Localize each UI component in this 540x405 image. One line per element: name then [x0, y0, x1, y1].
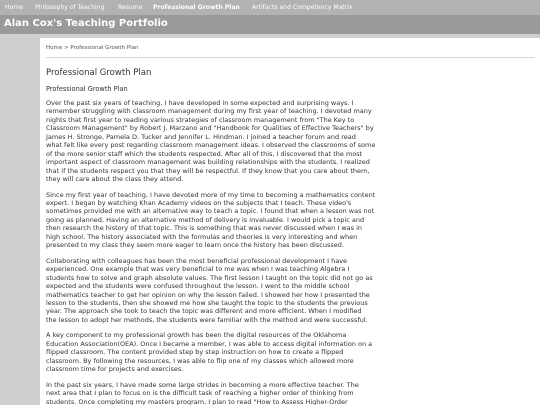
text-line: they will care about the class they attend. [46, 175, 184, 184]
text-line: next area that I plan to focus on is the difficult task of reaching a higher order of thinking from [46, 389, 354, 398]
site-banner [0, 15, 540, 34]
text-line: that if the students respect you that they will be respectful. If they know that you care about them, [46, 166, 370, 175]
text-line: the lesson to adopt her methods, the students were familiar with the method and were successful. [46, 315, 368, 324]
nav-item-home[interactable]: Home [5, 4, 23, 11]
text-line: Since my first year of teaching, I have devoted more of my time to becoming a mathematics content [46, 190, 376, 199]
page-subtitle: Professional Growth Plan [46, 85, 128, 93]
text-line: Collaborating with colleagues has been the most beneficial professional development I have [46, 256, 348, 265]
text-line: high school. The history associated with the formulas and theories is very interesting and when [46, 232, 358, 241]
nav-item-philosophy-of-teaching[interactable]: Philosophy of Teaching [35, 4, 105, 11]
text-line: experienced. One example that was very beneficial to me was when I was teaching Algebra I [46, 265, 350, 274]
text-line: students. Once completing my masters program, I plan to read "How to Assess Higher-Order [46, 397, 348, 405]
paragraph [46, 191, 536, 250]
text-line: going as planned, Having an alternative method of delivery is invaluable. I would pick a topic and [46, 215, 365, 224]
text-line: important aspect of classroom management was building relationships with the students. I realized [46, 158, 370, 167]
text-line: mathematics teacher to get her opinion on why the lesson failed. I showed her how I presented the [46, 290, 370, 299]
text-line: classroom time for projects and exercises. [46, 365, 184, 374]
content-panel [40, 38, 540, 405]
text-line: A key component to my professional growth has been the digital resources of the Oklahoma [46, 331, 347, 340]
text-line: expected and the students were confused throughout the lesson. I went to the middle school [46, 282, 350, 291]
text-line: James H. Stronge, Pamela D. Tucker and Jennifer L. Hindman. I joined a teacher forum and read [46, 132, 356, 141]
text-line: Classroom Management" by Robert J. Marzano and "Handbook for Qualities of Effective Teachers" by [46, 124, 374, 133]
text-line: students how to solve and graph absolute values. The first lesson I taught on the topic did not go as [46, 273, 373, 282]
site-title[interactable]: Alan Cox's Teaching Portfolio [4, 18, 168, 29]
text-line: classroom. By following the resources, I was able to flip one of my classes which allowed more [46, 356, 354, 365]
text-line: nights that first year to reading various strategies of classroom management from "The Key to [46, 115, 355, 124]
paragraph [46, 381, 536, 405]
text-line: sometimes provided me with an alternative way to teach a topic. I found that when a lesson was not [46, 207, 375, 216]
breadcrumb[interactable]: Home > Professional Growth Plan [46, 45, 139, 51]
paragraph [46, 257, 536, 325]
text-line: then research the history of that topic. This is something that was never discussed when I was in [46, 224, 363, 233]
text-line: presented to my class they seem more eager to learn once the history has been discussed. [46, 241, 344, 250]
text-line: lesson to the students, then she showed me how she taught the topic to the students the previous [46, 298, 368, 307]
article-body [46, 99, 536, 405]
nav-item-artifacts-and-competency-matrix[interactable]: Artifacts and Competency Matrix [252, 4, 353, 11]
top-navigation [0, 0, 540, 15]
text-line: In the past six years, I have made some large strides in becoming a more effective teacher. The [46, 380, 359, 389]
text-line: year. The approach she took to teach the topic was different and more efficient. When I modified [46, 307, 362, 316]
text-line: what felt like every post regarding classroom management ideas. I observed the classrooms of some [46, 141, 376, 150]
text-line: Over the past six years of teaching, I have developed in some expected and surprising ways. I [46, 99, 354, 107]
page-title: Professional Growth Plan [46, 68, 152, 78]
text-line: Education Association(OEA). Once I became a member, I was able to access digital information on a [46, 339, 373, 348]
text-line: expert. I began by watching Khan Academy videos on the subjects that I teach. These video's [46, 198, 352, 207]
text-line: flipped classroom. The content provided step by step instruction on how to create a flipped [46, 348, 344, 357]
nav-item-professional-growth-plan[interactable]: Professional Growth Plan [153, 4, 240, 11]
breadcrumb-divider [46, 57, 535, 58]
paragraph [46, 331, 536, 373]
nav-item-resume[interactable]: Resume [118, 4, 143, 11]
text-line: of the more senior staff which the students respected. After all of this, I discovered that the most [46, 149, 363, 158]
text-line: remember struggling with classroom management during my first year of teaching. I devoted many [46, 107, 372, 116]
paragraph [46, 99, 536, 184]
